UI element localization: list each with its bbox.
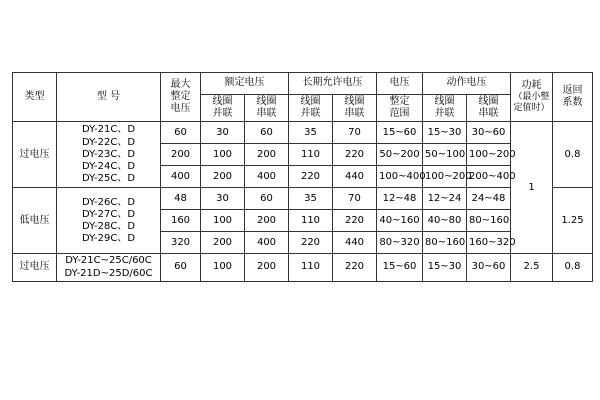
- cell-setting-range: 12~48: [377, 188, 423, 210]
- table-header: [13, 73, 593, 122]
- cell-action-series: 160~320: [467, 232, 511, 254]
- cell-long-series: 440: [333, 166, 377, 188]
- header-rated-coil-parallel: [201, 95, 245, 122]
- cell-long-parallel: 110: [289, 210, 333, 232]
- cell-rated-series: 200: [245, 254, 289, 281]
- cell-rated-parallel: 100: [201, 254, 245, 281]
- table-row: [13, 122, 593, 144]
- cell-setting-range: 80~320: [377, 232, 423, 254]
- model-item: DY-24C、D: [81, 160, 136, 172]
- cell-action-parallel: 15~30: [423, 254, 467, 281]
- header-rated-voltage: 额定电压: [201, 73, 289, 95]
- cell-max-setting-voltage: 200: [161, 144, 201, 166]
- header-model: 型 号: [57, 73, 161, 122]
- cell-max-setting-voltage: 320: [161, 232, 201, 254]
- model-item: DY-23C、D: [81, 148, 136, 160]
- header-return-coefficient: [553, 73, 593, 122]
- cell-rated-series: 60: [245, 188, 289, 210]
- header-action-voltage: 动作电压: [423, 73, 511, 95]
- header-row-1: [13, 73, 593, 95]
- header-rated-coil-series-2: 串联: [256, 108, 277, 120]
- table-row: [13, 188, 593, 210]
- cell-action-parallel: 100~200: [423, 166, 467, 188]
- cell-max-setting-voltage: 160: [161, 210, 201, 232]
- header-setting-range-1: 整定: [389, 96, 410, 107]
- header-long-coil-series-2: 串联: [344, 108, 365, 120]
- cell-rated-parallel: 30: [201, 188, 245, 210]
- table-body: [13, 122, 593, 281]
- cell-setting-range: 15~60: [377, 254, 423, 281]
- header-power-note-2: 定值时）: [513, 103, 550, 114]
- cell-rated-parallel: 100: [201, 210, 245, 232]
- model-item: DY-21C~25C/60C: [65, 255, 152, 267]
- cell-long-series: 70: [333, 188, 377, 210]
- cell-setting-range: 50~200: [377, 144, 423, 166]
- cell-action-parallel: 40~80: [423, 210, 467, 232]
- header-rated-coil-series-1: 线圈: [256, 96, 277, 107]
- header-action-coil-parallel-1: 线圈: [434, 96, 455, 107]
- header-max-setting-voltage: [161, 73, 201, 122]
- cell-long-series: 70: [333, 122, 377, 144]
- cell-setting-range: 100~400: [377, 166, 423, 188]
- cell-setting-range: 15~60: [377, 122, 423, 144]
- model-item: DY-22C、D: [81, 136, 136, 148]
- header-return-line-2: 系数: [562, 97, 583, 109]
- header-long-coil-parallel: [289, 95, 333, 122]
- header-voltage: 电压: [377, 73, 423, 95]
- cell-long-series: 220: [333, 144, 377, 166]
- header-setting-range-2: 范围: [389, 108, 410, 120]
- cell-action-series: 100~200: [467, 144, 511, 166]
- cell-rated-series: 400: [245, 232, 289, 254]
- cell-rated-parallel: 200: [201, 166, 245, 188]
- cell-action-series: 30~60: [467, 122, 511, 144]
- cell-rated-series: 400: [245, 166, 289, 188]
- cell-long-parallel: 35: [289, 188, 333, 210]
- header-max-line-2: 整定: [170, 91, 191, 103]
- cell-return-2: 1.25: [553, 188, 593, 254]
- header-rated-coil-series: [245, 95, 289, 122]
- header-power-label: 功耗: [521, 80, 542, 92]
- group-type-3: 过电压: [13, 254, 57, 281]
- cell-rated-series: 60: [245, 122, 289, 144]
- header-action-coil-parallel-2: 并联: [434, 108, 455, 120]
- cell-rated-parallel: 200: [201, 232, 245, 254]
- header-setting-range: [377, 95, 423, 122]
- cell-rated-parallel: 100: [201, 144, 245, 166]
- cell-long-series: 220: [333, 210, 377, 232]
- cell-return-1: 0.8: [553, 122, 593, 188]
- model-item: DY-29C、D: [81, 233, 136, 245]
- model-item: DY-25C、D: [81, 173, 136, 185]
- cell-rated-series: 200: [245, 144, 289, 166]
- cell-rated-parallel: 30: [201, 122, 245, 144]
- header-rated-coil-parallel-2: 并联: [212, 108, 233, 120]
- cell-long-parallel: 220: [289, 232, 333, 254]
- cell-rated-series: 200: [245, 210, 289, 232]
- table-row: [13, 254, 593, 281]
- cell-action-series: 80~160: [467, 210, 511, 232]
- header-action-coil-series: [467, 95, 511, 122]
- header-long-coil-parallel-2: 并联: [300, 108, 321, 120]
- header-return-line-1: 返回: [562, 85, 583, 96]
- cell-long-parallel: 110: [289, 254, 333, 281]
- header-long-coil-series: [333, 95, 377, 122]
- model-item: DY-27C、D: [81, 208, 136, 220]
- cell-action-parallel: 15~30: [423, 122, 467, 144]
- cell-long-parallel: 35: [289, 122, 333, 144]
- group-models-1: [57, 122, 161, 188]
- cell-max-setting-voltage: 60: [161, 122, 201, 144]
- group-type-1: 过电压: [13, 122, 57, 188]
- model-item: DY-26C、D: [81, 196, 136, 208]
- specification-table: [12, 72, 593, 282]
- model-item: DY-21C、D: [81, 124, 136, 136]
- cell-max-setting-voltage: 48: [161, 188, 201, 210]
- header-long-coil-series-1: 线圈: [344, 96, 365, 107]
- group-type-2: 低电压: [13, 188, 57, 254]
- header-long-coil-parallel-1: 线圈: [300, 96, 321, 107]
- header-action-coil-series-2: 串联: [478, 108, 499, 120]
- cell-max-setting-voltage: 400: [161, 166, 201, 188]
- cell-action-series: 30~60: [467, 254, 511, 281]
- header-action-coil-series-1: 线圈: [478, 96, 499, 107]
- group-models-3: [57, 254, 161, 281]
- cell-long-series: 440: [333, 232, 377, 254]
- cell-long-parallel: 220: [289, 166, 333, 188]
- cell-power-1: 1: [511, 122, 553, 254]
- header-max-line-1: 最大: [170, 78, 191, 90]
- header-power-note-1: （最小整: [513, 92, 550, 103]
- cell-action-parallel: 80~160: [423, 232, 467, 254]
- model-item: DY-21D~25D/60C: [64, 267, 153, 279]
- header-rated-coil-parallel-1: 线圈: [212, 96, 233, 107]
- cell-action-parallel: 12~24: [423, 188, 467, 210]
- group-models-2: [57, 188, 161, 254]
- header-long-term-voltage: 长期允许电压: [289, 73, 377, 95]
- header-action-coil-parallel: [423, 95, 467, 122]
- header-type: 类型: [13, 73, 57, 122]
- header-max-line-3: 电压: [170, 103, 191, 115]
- cell-action-series: 200~400: [467, 166, 511, 188]
- cell-max-setting-voltage: 60: [161, 254, 201, 281]
- cell-long-parallel: 110: [289, 144, 333, 166]
- header-power: [511, 73, 553, 122]
- cell-action-parallel: 50~100: [423, 144, 467, 166]
- cell-long-series: 220: [333, 254, 377, 281]
- cell-power-3: 2.5: [511, 254, 553, 281]
- cell-action-series: 24~48: [467, 188, 511, 210]
- cell-setting-range: 40~160: [377, 210, 423, 232]
- cell-return-3: 0.8: [553, 254, 593, 281]
- model-item: DY-28C、D: [81, 220, 136, 232]
